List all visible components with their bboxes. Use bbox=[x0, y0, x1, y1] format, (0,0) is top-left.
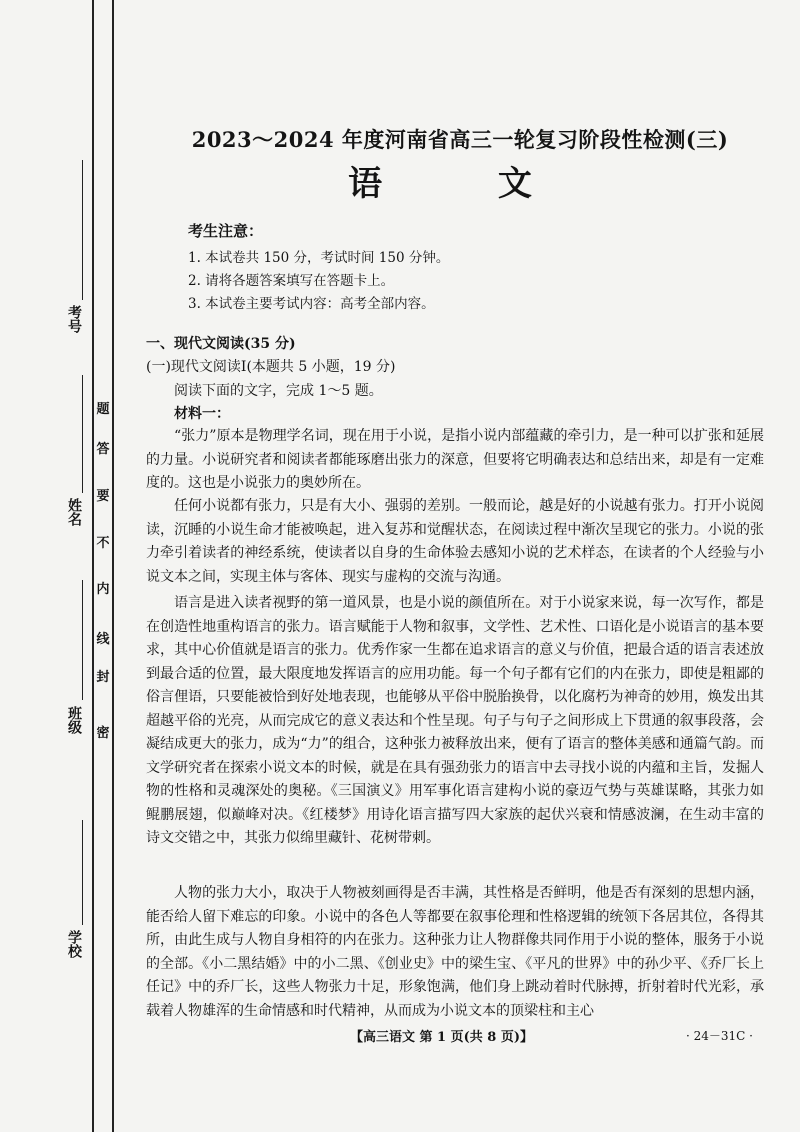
class-label: 班级 bbox=[66, 706, 82, 734]
section-heading: 一、现代文阅读(35 分) bbox=[146, 336, 296, 352]
exam-title: 2023～2024 年度河南省高三一轮复习阶段性检测(三) bbox=[191, 127, 729, 152]
notice-item: 3. 本试卷主要考试内容：高考全部内容。 bbox=[188, 296, 435, 312]
reading-instruction: 阅读下面的文字，完成 1～5 题。 bbox=[174, 383, 383, 399]
page-footer-label: 【高三语文 第 1 页(共 8 页)】 bbox=[350, 1030, 534, 1045]
warning-char: 密 bbox=[96, 726, 110, 741]
class-underline bbox=[82, 580, 83, 700]
material-label: 材料一： bbox=[174, 406, 230, 422]
binding-line-outer bbox=[92, 0, 94, 1132]
notice-item: 2. 请将各题答案填写在答题卡上。 bbox=[188, 273, 395, 289]
body-paragraph: 任何小说都有张力，只是有大小、强弱的差别。一般而论，越是好的小说越有张力。打开小说阅读，沉睡的小说生命才能被唤起，进入复苏和觉醒状态，在阅读过程中渐次呈现它的张力。小说的张力牵引着读者的神经系统，使读者以自身的生命体验去感知小说的艺术样态，在读者的个人经验与小说文本之间，实现主体与客体、现实与虚构的交流与沟通。 bbox=[146, 498, 764, 585]
warning-char: 内 bbox=[96, 582, 110, 597]
school-label: 学校 bbox=[66, 930, 82, 958]
warning-char: 线 bbox=[96, 632, 110, 647]
warning-char: 不 bbox=[96, 536, 110, 551]
school-underline bbox=[82, 820, 83, 925]
warning-char: 答 bbox=[96, 442, 110, 457]
body-paragraph: 人物的张力大小，取决于人物被刻画得是否丰满，其性格是否鲜明，他是否有深刻的思想内涵，能否给人留下难忘的印象。小说中的各色人等都要在叙事伦理和性格逻辑的统领下各居其位，各得其所，由此生成与人物自身相符的内在张力。这种张力让人物群像共同作用于小说的整体，服务于小说的全部。《小二黑结婚》中的小二黑、《创业史》中的梁生宝、《平凡的世界》中的孙少平、《乔厂长上任记》中的乔厂长，这些人物张力十足，形象饱满，他们身上跳动着时代脉搏，折射着时代光彩，承载着人物雄浑的生命情感和时代精神，从而成为小说文本的顶梁柱和主心 bbox=[146, 885, 764, 1019]
body-paragraph: 语言是进入读者视野的第一道风景，也是小说的颜值所在。对于小说家来说，每一次写作，都是在创造性地重构语言的张力。语言赋能于人物和叙事，文学性、艺术性、口语化是小说语言的基本要求，其中心价值就是语言的张力。优秀作家一生都在追求语言的意义与价值，把最合适的语言表述放到最合适的位置，最大限度地发挥语言的应用功能。每一个句子都有它们的内在张力，即使是粗鄙的俗言俚语，只要能被恰到好处地表现，也能够从平俗中脱胎换骨，以化腐朽为神奇的妙用，焕发出其超越平俗的光亮，从而完成它的意义表达和个性呈现。句子与句子之间形成上下贯通的叙事段落，会凝结成更大的张力，成为“力”的组合，这种张力被释放出来，便有了语言的整体美感和通篇气韵。而文学研究者在探索小说文本的时候，就是在具有强劲张力的语言中去寻找小说的内蕴和主旨，发掘人物的性格和灵魂深处的奥秘。《三国演义》用军事化语言建构小说的豪迈气势与英雄谋略，其张力如鲲鹏展翅，似巅峰对决。《红楼梦》用诗化语言描写四大家族的起伏兴衰和情感波澜，在生动丰富的诗文交错之中，其张力似绵里藏针、花树带刺。 bbox=[146, 595, 764, 846]
subject-title: 语 文 bbox=[348, 164, 572, 204]
warning-char: 题 bbox=[96, 402, 110, 417]
exam-no-underline bbox=[82, 160, 83, 300]
notice-item: 1. 本试卷共 150 分，考试时间 150 分钟。 bbox=[188, 250, 450, 266]
exam-no-label: 考号 bbox=[66, 305, 82, 333]
subsection-heading: (一)现代文阅读Ⅰ(本题共 5 小题，19 分) bbox=[146, 359, 396, 375]
body-paragraph: “张力”原本是物理学名词，现在用于小说，是指小说内部蕴藏的牵引力，是一种可以扩张和延展的力量。小说研究者和阅读者都能琢磨出张力的深意，但要将它明确表达和总结出来，却是有一定难度的。这也是小说张力的奥妙所在。 bbox=[146, 428, 764, 491]
exam-code: · 24－31C · bbox=[686, 1029, 753, 1043]
name-label: 姓名 bbox=[66, 498, 82, 526]
binding-line-inner bbox=[112, 0, 114, 1132]
warning-char: 封 bbox=[96, 670, 110, 685]
notice-heading: 考生注意： bbox=[188, 222, 264, 240]
warning-char: 要 bbox=[96, 489, 110, 504]
name-underline bbox=[82, 375, 83, 493]
